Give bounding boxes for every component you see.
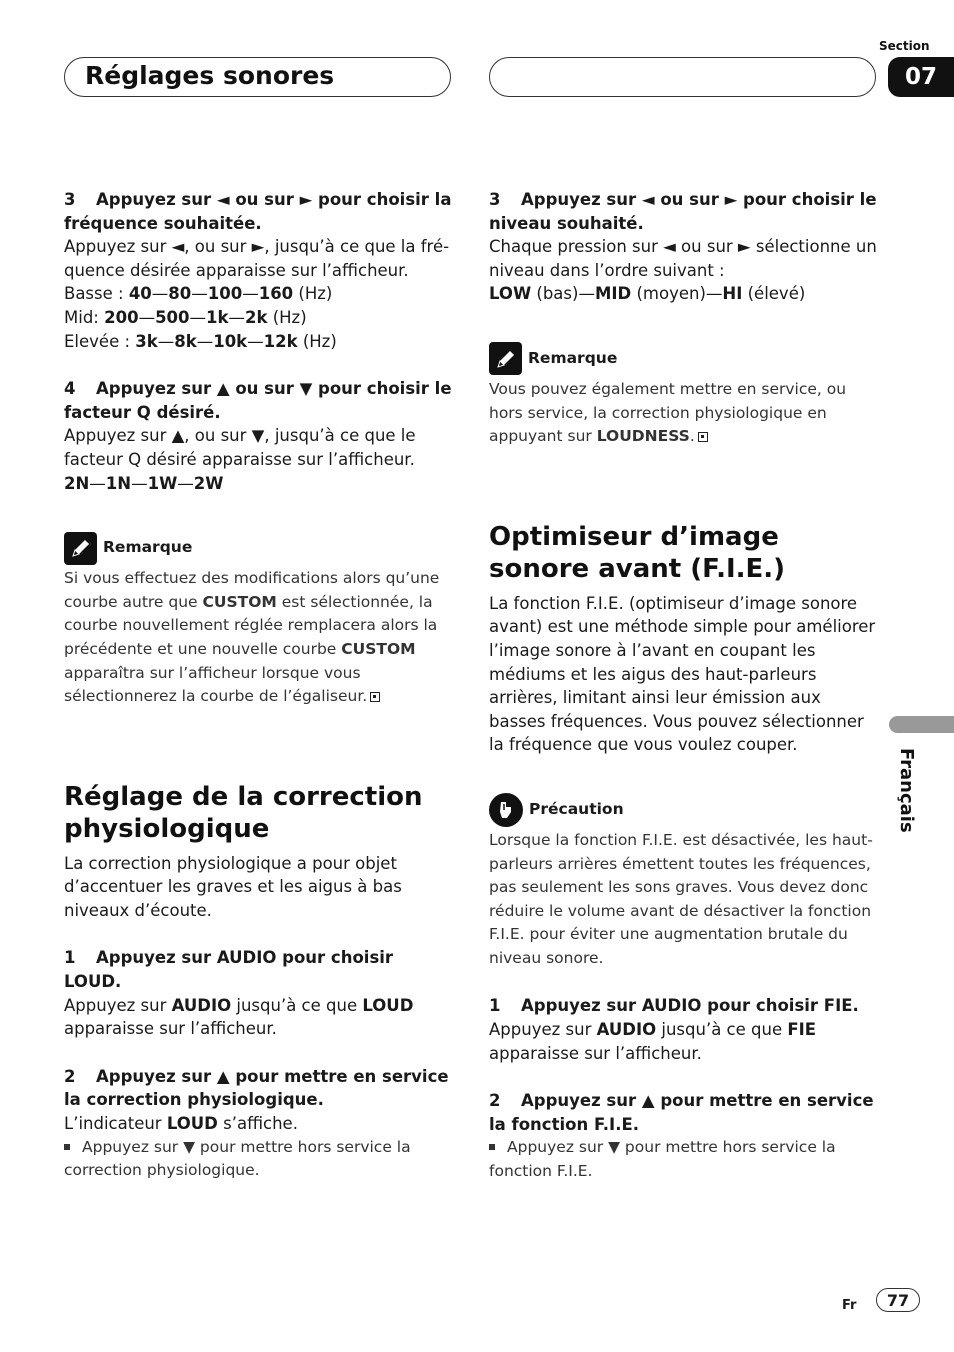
caution-label: Précaution (529, 800, 624, 819)
footer-lang-code: Fr (842, 1298, 857, 1313)
right-step3-body: Chaque pression sur ◄ ou sur ► sélectionne un niveau dans l’ordre suivant : (489, 237, 877, 280)
mid-row: Mid: 200—500—1k—2k (Hz) (64, 307, 307, 327)
left-loud-step2-body: L’indicateur LOUD s’affiche. (64, 1114, 298, 1134)
end-mark-icon (698, 432, 708, 442)
left-note-label: Remarque (103, 538, 193, 557)
section-number-badge: 07 (888, 57, 954, 97)
left-loud-step1-title: 1 Appuyez sur AUDIO pour choisir LOUD. (64, 948, 394, 992)
right-fie-step1-body: Appuyez sur AUDIO jusqu’à ce que FIE apparaisse sur l’afficheur. (489, 1020, 817, 1063)
elevee-row: Elevée : 3k—8k—10k—12k (Hz) (64, 331, 337, 351)
left-note-text: Si vous effectuez des modifications alors qu’une courbe autre que CUSTOM est sélectionnée, la courbe nouvellement réglée remplacera alors la précédente et une nouvelle courbe CUSTOM apparaîtra sur l’afficheur lorsque vous sélectionnerez la courbe de l’égaliseur. (64, 569, 440, 706)
end-mark-icon (370, 692, 380, 702)
fie-intro: La fonction F.I.E. (optimiseur d’image sonore avant) est une méthode simple pour améliorer l’image sonore à l’avant en coupant les médiums et les aigus des haut-parleurs arrières, limitant ainsi leur émission aux basses fréquences. Vous pouvez sélectionner la fréquence que vous voulez couper. (489, 593, 876, 755)
right-note-text: Vous pouvez également mettre en service, ou hors service, la correction physiologique en appuyant sur LOUDNESS. (489, 379, 847, 446)
left-note-header (64, 531, 456, 565)
header-title-frame (64, 57, 451, 97)
caution-text: Lorsque la fonction F.I.E. est désactivée, les haut-parleurs arrières émettent toutes les fréquences, pas seulement les sons graves. Vous devez donc réduire le volume avant de désactiver la fonction F.I.E. pour éviter une augmentation brutale du niveau sonore. (489, 830, 873, 967)
loudness-intro: La correction physiologique a pour objet d’accentuer les graves et les aigus à bas niveaux d’écoute. (64, 853, 402, 920)
pencil-note-icon (489, 342, 522, 375)
basse-row: Basse : 40—80—100—160 (Hz) (64, 284, 333, 304)
right-fie-step2-title: 2 Appuyez sur ▲ pour mettre en service la fonction F.I.E. (489, 1091, 874, 1134)
language-tab (889, 716, 954, 733)
left-loud-step2-bullet: Appuyez sur ▼ pour mettre hors service la correction physiologique. (64, 1137, 411, 1180)
level-order-row: LOW (bas)—MID (moyen)—HI (élevé) (489, 284, 806, 304)
fie-heading: Optimiseur d’image sonore avant (F.I.E.) (489, 521, 786, 584)
right-note-header (489, 342, 881, 376)
header-blank-frame (489, 57, 876, 97)
left-step4-body: Appuyez sur ▲, ou sur ▼, jusqu’à ce que le facteur Q désiré apparaisse sur l’afficheur. (64, 426, 416, 469)
section-label: Section (879, 39, 930, 53)
left-step3-body: Appuyez sur ◄, ou sur ►, jusqu’à ce que la fré-quence désirée apparaisse sur l’afficheur. (64, 237, 450, 280)
page-header-title: Réglages sonores (85, 61, 335, 90)
loudness-heading: Réglage de la correction physiologique (64, 781, 423, 844)
right-fie-step1-title: 1 Appuyez sur AUDIO pour choisir FIE. (489, 996, 859, 1016)
left-loud-step2-title: 2 Appuyez sur ▲ pour mettre en service la correction physiologique. (64, 1066, 449, 1110)
right-note-label: Remarque (528, 349, 618, 368)
right-step3-title: 3 Appuyez sur ◄ ou sur ► pour choisir le niveau souhaité. (489, 190, 877, 233)
left-step4-title: 4 Appuyez sur ▲ ou sur ▼ pour choisir le facteur Q désiré. (64, 379, 452, 422)
q-factor-row: 2N—1N—1W—2W (64, 473, 224, 493)
left-loud-step1-body: Appuyez sur AUDIO jusqu’à ce que LOUD apparaisse sur l’afficheur. (64, 995, 414, 1039)
caution-header (489, 793, 881, 827)
right-fie-step2-bullet: Appuyez sur ▼ pour mettre hors service la fonction F.I.E. (489, 1138, 836, 1181)
right-column (489, 188, 881, 1184)
caution-hand-icon (489, 793, 523, 827)
left-column (64, 188, 456, 1183)
page-number: 77 (876, 1288, 920, 1312)
left-step3-title: 3 Appuyez sur ◄ ou sur ► pour choisir la fréquence souhaitée. (64, 190, 452, 233)
bullet-square-icon (64, 1144, 70, 1150)
bullet-square-icon (489, 1144, 495, 1150)
language-label: Français (896, 748, 917, 833)
pencil-note-icon (64, 532, 97, 565)
